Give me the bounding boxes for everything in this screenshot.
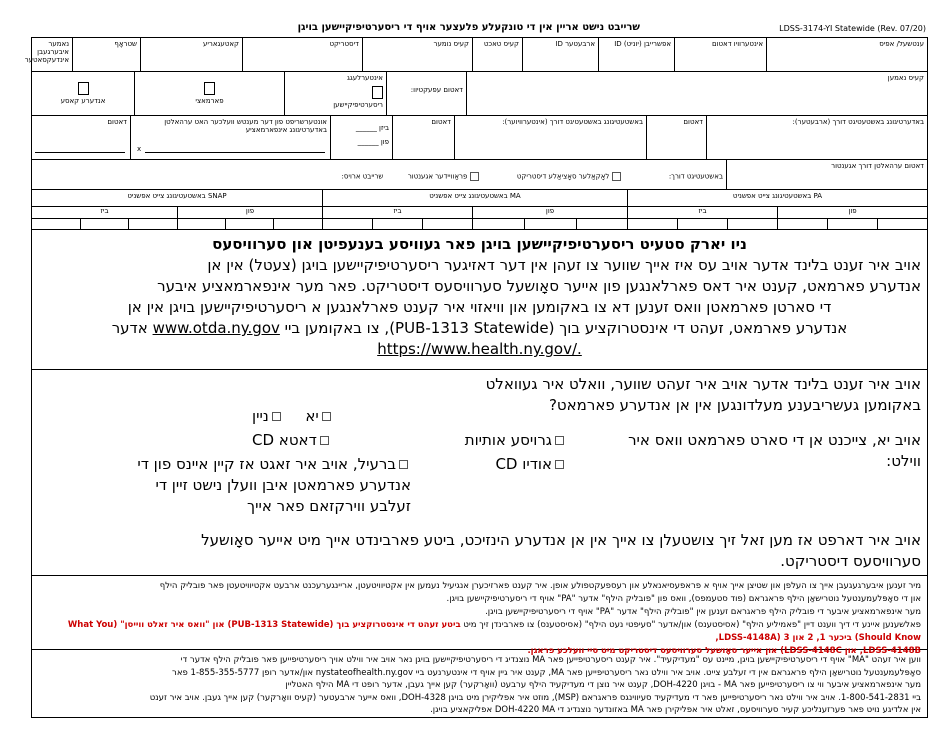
pa-notice-line-5-red: LDSS-4148B, און LDSS-4148C) און אייער סאָושעל סערוויסעס דיסטריקט מיט סיי וועלכע פראגן. [527, 646, 921, 656]
snap-to-year[interactable] [128, 219, 177, 229]
pa-from-day[interactable] [827, 219, 877, 229]
pa-notice-line-2: און די סאָפּלעמענטעל נוטרישאַן הילף פראגראם (פוד סטעמפס), וואס פון "פובליק הילף" אדער "PA" אויף די ריסערטיפיקיישען בויגן. [446, 594, 921, 604]
large-print-option [465, 430, 567, 451]
form-title: שרייבט נישט אריין אין די טונקעלע פלעצער אויף די ריסערטיפיקיישען בויגן [297, 22, 640, 33]
agency-row [32, 160, 927, 190]
cell-district[interactable]: דיסטריקט [242, 38, 362, 71]
pa-to-label: ביז [627, 207, 777, 218]
format-request-section [32, 370, 927, 576]
cell-received-by[interactable]: דאטום ערהאלטן דורך אגענטור [726, 160, 927, 189]
accessibility-intro-section [32, 230, 927, 370]
cell-category[interactable]: קאטעגאריע [140, 38, 242, 71]
snap-to-month[interactable] [32, 219, 80, 229]
cell-recert [284, 72, 386, 115]
other-case-label: אנדערע קאסע [60, 97, 106, 105]
case-info-row [24, 38, 927, 72]
ma-notice-line-3: מער אינפארמאציע איבער ווי צו ריסערטיפייען פאר MA - בויגן DOH-4220, קענט איר נוצן די מעדיקעיד הילף ערבעט (וואָרקער) קען אייך געבן, אדער רופט די MA הילף האטליין [285, 680, 921, 690]
pa-notice-line-4 [38, 619, 921, 645]
form-header [30, 22, 930, 38]
question-1-line-a: אויב איר זענט בלינד אדער אויב איר זעהט שווער, וואלט איר געוואלט [485, 375, 921, 393]
applicant-date-label: דאטום [107, 118, 127, 126]
intro-line-1: אויב איר זענט בלינד אדער אויב עס איז אייך שווער צו זעהן אין דער דאזיגער ריסערטיפיקיישען בויגן (צעטל) אין אן [207, 256, 921, 274]
format-question-1 [421, 374, 921, 416]
local-dss-checkbox[interactable] [612, 172, 621, 181]
closing-text [38, 530, 921, 572]
data-cd-checkbox[interactable] [320, 436, 329, 445]
recert-label: ריסערטיפיקיישען [333, 101, 383, 109]
cell-ma-period: MA באשטעטיגונג צייט אפשניט [322, 190, 627, 206]
ma-from-day[interactable] [524, 219, 576, 229]
format-question-2 [571, 430, 921, 472]
cell-worker-id[interactable]: ארבעטער ID [522, 38, 598, 71]
snap-to-label: ביז [100, 207, 109, 215]
audio-cd-label: אודיו CD [495, 455, 552, 473]
no-checkbox[interactable] [272, 412, 281, 421]
braille-line-3: זעלבע ווירקזאם פאר אייך [247, 497, 411, 515]
snap-from-day[interactable] [225, 219, 273, 229]
ma-from-year[interactable] [576, 219, 627, 229]
otda-link[interactable]: www.otda.ny.gov [152, 319, 280, 337]
intro-heading: ניו יארק סטעיט ריסערטיפיקיישען בויגן פאר געוויסע בענעפיטן און סערוויסעס [212, 235, 747, 253]
pharmacy-label: פארמאצי [195, 97, 224, 105]
pa-to-month[interactable] [627, 219, 677, 229]
language-label: אינטערלעגג [346, 74, 383, 82]
form-frame [24, 37, 928, 718]
verification-row [32, 116, 927, 160]
form-code: LDSS-3174-YI Statewide (Rev. 07/20) [779, 24, 926, 33]
cell-pharmacy [134, 72, 284, 115]
intro-ref-pub: (PUB-1313 Statewide) [389, 319, 555, 337]
recert-checkbox[interactable] [372, 86, 383, 99]
confirm-by-label: באשטעטיגט דורך: [668, 172, 723, 181]
local-dss-label: לאָקאַלער סאָציאַלע דיסטריקט [516, 172, 610, 181]
ma-to-year[interactable] [422, 219, 472, 229]
case-name-row [32, 72, 927, 116]
cell-other-case [32, 72, 134, 115]
cell-period[interactable]: ביזן ______ פון ______ [330, 116, 392, 159]
cell-agency[interactable]: נאמער איבערגעבן אינדעקסאטער [24, 40, 69, 64]
closing-line-2: סערוויסעס דיסטריקט. [780, 552, 921, 570]
data-cd-option [252, 430, 332, 451]
yes-no-options [252, 406, 334, 427]
question-2-line-b: ווילט: [886, 452, 921, 470]
cell-unit-id[interactable]: אפשרייבן (יוניט) ID [598, 38, 674, 71]
braille-line-2: אנדערע פארמאטן איבן וועלן נישט זיין די [155, 476, 411, 494]
pa-from-year[interactable] [877, 219, 927, 229]
ma-to-label: ביז [322, 207, 472, 218]
large-print-label: גרויסע אותיות [464, 431, 552, 449]
cell-applicant-signature[interactable] [130, 116, 330, 159]
snap-from-label: פון [177, 207, 322, 218]
public-assistance-notice [32, 576, 927, 656]
cell-worker-date[interactable]: דאטום [646, 116, 706, 159]
intro-line-4 [38, 318, 921, 339]
no-label: ניין [252, 407, 269, 425]
ma-from-month[interactable] [472, 219, 524, 229]
period-inputs-row [32, 219, 927, 230]
medicaid-notice [32, 650, 927, 717]
audio-cd-option [495, 454, 567, 475]
audio-cd-checkbox[interactable] [555, 460, 564, 469]
pa-notice-line-3: מער אינפארמאציע איבער די פובליק הילף פראגראם זענען אין "פובליק הילף" אדער "PA" אויף די ריסערטיפיקיישען בויגן. [485, 607, 921, 617]
snap-from-year[interactable] [273, 219, 322, 229]
intro-line-3: די סארטן פארמאטן וואס זענען דא צו באקומען און וויאזוי איר קענט פארלאנגען א ריסערטיפיקיישען בויגן אין אן [127, 298, 832, 316]
intro-line-2: אנדערע פארמאט, קענט איר דאס פארלאנגען פון אייער סאָושעל סערוויסעס דיסטריקט. פאר מער אינפארמאציע איבער [157, 277, 921, 295]
ma-to-month[interactable] [322, 219, 372, 229]
pa-from-month[interactable] [777, 219, 827, 229]
pa-to-day[interactable] [677, 219, 727, 229]
cell-confirmed-by-worker[interactable]: באדערטיגונג באשטעטיגט דורך (ארבעטער): [706, 116, 927, 159]
health-link[interactable]: https://www.health.ny.gov/. [377, 340, 582, 358]
cell-confirmed-by-interviewer[interactable]: באשטעטיגונג באשטעטיגט דורך (אינטערוויוער): [454, 116, 646, 159]
braille-option [46, 454, 411, 517]
cell-stamp[interactable]: שטראָף [72, 38, 140, 71]
other-case-checkbox[interactable] [78, 82, 89, 95]
question-1-line-b: באקומען געשריבענע מעלדונגען אין אן אנדערע פארמאט? [548, 396, 921, 414]
snap-to-day[interactable] [80, 219, 128, 229]
pa-notice-line-4-text: פאלשענען איינע די דיך ווענט דיין "פאמיליע הילף" (אסיסטענס) און/אדער "סעיפטי נעט הילף" (אסיסטענס) צו פארבינדן זיך מיט [463, 620, 921, 630]
cell-office[interactable]: ענטשעל/ אפיס [766, 38, 927, 71]
cell-snap-period: SNAP באשטעטיגונג צייט אפשניט [127, 192, 227, 200]
pa-to-year[interactable] [727, 219, 777, 229]
large-print-checkbox[interactable] [555, 436, 564, 445]
effective-date-label: דאטום עפעקטיוו: [410, 86, 463, 94]
provider-checkbox[interactable] [470, 172, 479, 181]
period-labels-row [32, 207, 927, 219]
braille-checkbox[interactable] [399, 460, 408, 469]
ma-notice-line-4: ביי 1-800-541-2831. אויב איר ווילט נאר ריסערטיפייען פאר די מעדיקעיד סעיווינגס פראגראם (MSP), מוזט איר אפליקירן מיט בויגן DOH-4328, וואס אייער ארבעטער (קעיס וואָרקער) קען אייך געבן. אויב איר זענט [149, 692, 921, 703]
intro-ref-mid: , צו באקומען ביי [284, 319, 390, 337]
pa-notice-line-4-red: ביטע זעהט די אינסטרוקציע בוך (PUB-1313 Statewide) און "וואס איר זאלט ווייסן" (What You Should Know) ביכער 1, 2 און 3 (LDSS-4148A, [67, 620, 921, 643]
braille-line-1: ברעיל, אויב איר זאגט אז קיין איינס פון די [137, 455, 396, 473]
ma-from-label: פון [472, 207, 627, 218]
cell-agency-options [32, 160, 726, 189]
applicant-signature-label: אונטערשריפט פון דער מענטש וועלכער האט ערהאלטן באדערטיגונג אינפארמאציע [164, 118, 327, 134]
ma-notice-line-1: ווען איר זעהט "MA" אויף די ריסערטיפיקיישען בויגן, מיינט עס "מעדיקעיד". איר קענט ריסערטיפייען פאר MA נוצנדיג די ריסערטיפיקיישען בויגן נאר אויב איר ווילט אויך ריסערטיפייען פאר פובליק הילף אדער די [180, 655, 921, 665]
cell-case-type[interactable]: קעיס טאכט [472, 38, 522, 71]
until-label: ביזן [379, 124, 389, 132]
pharmacy-checkbox[interactable] [204, 82, 215, 95]
signature-x-mark: x [137, 145, 142, 153]
cell-applicant-date[interactable] [32, 116, 130, 159]
cell-confirmed-date[interactable]: דאטום [392, 116, 454, 159]
intro-line-5 [38, 339, 921, 360]
issued-by-label: שרייבט ארויס: [341, 172, 384, 181]
pa-from-label: פון [777, 207, 927, 218]
cell-pa-period: PA באשטעטיגונג צייט אפשניט [627, 190, 927, 206]
provider-label: פראַוויידער אגענטור [407, 172, 468, 181]
closing-line-1: אויב איר דארפט אז מען זאל זיך צושטעלן צו אייך אין אן אנדערע הינזיכט, ביטע פארבינדט אייך מיט אייער סאָושעל [201, 531, 921, 549]
ma-notice-line-2: סאָפּלעמענטעל נוטרישאַן הילף פראגראם אין די זעלבע צייט. אויב איר ווילט נאר ריסערטיפייען פאר MA, קענט איר גיין אויף די אינטערנעט ביי nystateofhealth.ny.gov און/אדער רופן 1-855-355-5777 פאר [172, 667, 921, 678]
from-label: פון [380, 138, 389, 146]
ma-notice-line-5: אין אלדיגע נויט פאר פערזענליכע קעיר סערוויסעס, זאלט איר אפליקירן פאר MA באזונדער נוצנדיג די DOH-4220 MA אפליקאציע בויגן. [430, 705, 921, 715]
pa-notice-line-1: מיר זענען איבערגעגעבן אייך צו העלפן און שטיצן אייך אויף א פראפעסיאנאלע און רעספעקטפולע אופן. איר קענט פארזיכערן אנגיעיל נעמען אין אקטיוויטעטן, אריינגערעכנט ארבעט אקטיוויטעטן פאר פובליק הילף [159, 581, 921, 591]
question-2-line-a: אויב יא, צייכנט אן די סארט פארמאט וואס איר [628, 431, 921, 449]
cell-interview-date[interactable]: אינטערוויו דאטום [674, 38, 766, 71]
snap-from-month[interactable] [177, 219, 225, 229]
case-name-label: קעיס נאמען [887, 74, 924, 82]
yes-label: יא [305, 407, 319, 425]
cell-case-name[interactable] [466, 72, 927, 115]
yes-checkbox[interactable] [322, 412, 331, 421]
cell-effective-date[interactable] [386, 72, 466, 115]
intro-or: אדער [111, 319, 148, 337]
cell-case-number[interactable]: קעיס נומער [362, 38, 472, 71]
ma-to-day[interactable] [372, 219, 422, 229]
intro-ref-prefix: אנדערע פארמאט, זעהט די אינסטרוקציע בוך [559, 319, 848, 337]
data-cd-label: דאטא CD [252, 431, 317, 449]
period-header-row [32, 190, 927, 207]
